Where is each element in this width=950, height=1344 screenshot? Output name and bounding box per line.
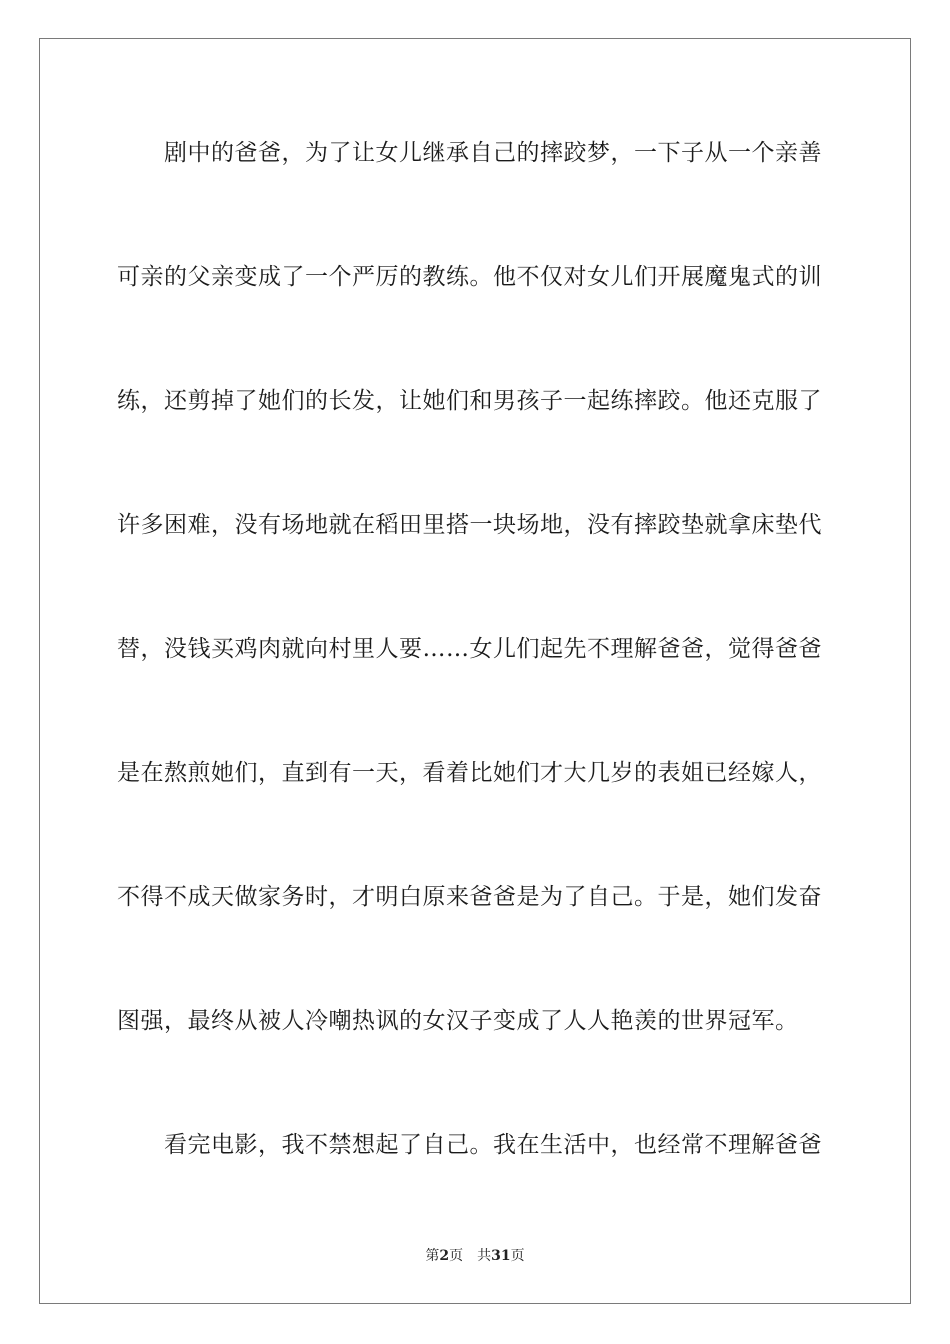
paragraph-line-3: 练，还剪掉了她们的长发，让她们和男孩子一起练摔跤。他还克服了 [117, 388, 822, 414]
paragraph-line-2: 可亲的父亲变成了一个严厉的教练。他不仅对女儿们开展魔鬼式的训 [117, 264, 822, 290]
current-page-number: 2 [439, 1248, 450, 1264]
page-footer [0, 1244, 950, 1268]
paragraph-line-4: 许多困难，没有场地就在稻田里搭一块场地，没有摔跤垫就拿床垫代 [117, 512, 822, 538]
paragraph-line-9: 看完电影，我不禁想起了自己。我在生活中，也经常不理解爸爸 [164, 1132, 822, 1158]
paragraph-line-6: 是在熬煎她们，直到有一天，看着比她们才大几岁的表姐已经嫁人， [117, 760, 822, 786]
paragraph-line-7: 不得不成天做家务时，才明白原来爸爸是为了自己。于是，她们发奋 [117, 884, 822, 910]
total-prefix: 共 [477, 1248, 492, 1264]
total-pages-number: 31 [491, 1248, 511, 1264]
paragraph-line-1: 剧中的爸爸，为了让女儿继承自己的摔跤梦，一下子从一个亲善 [164, 140, 822, 166]
page-suffix: 页 [449, 1248, 464, 1264]
total-suffix: 页 [510, 1248, 525, 1264]
page-prefix: 第 [425, 1248, 440, 1264]
paragraph-line-8: 图强，最终从被人冷嘲热讽的女汉子变成了人人艳羡的世界冠军。 [117, 1008, 799, 1034]
document-body [117, 122, 835, 1238]
paragraph-line-5: 替，没钱买鸡肉就向村里人要……女儿们起先不理解爸爸，觉得爸爸 [117, 636, 822, 662]
